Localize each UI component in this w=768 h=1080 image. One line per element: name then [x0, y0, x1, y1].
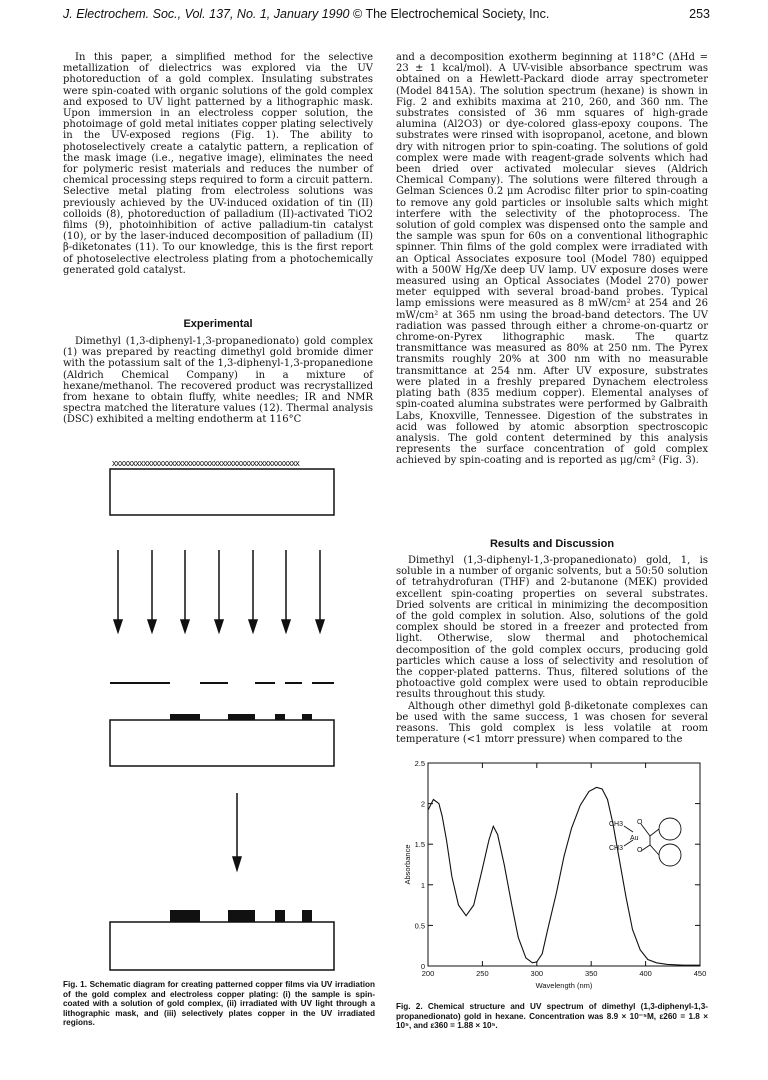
spectrum-line: [428, 787, 700, 965]
copyright: © The Electrochemical Society, Inc.: [353, 7, 550, 21]
bond-lower: [641, 845, 659, 855]
structure-label: O: [637, 847, 643, 854]
x-tick-label: 400: [639, 969, 652, 978]
y-tick-label: 0.5: [414, 921, 425, 931]
phenyl-ring-lower: [659, 844, 681, 866]
figure-2-caption: Fig. 2. Chemical structure and UV spectrum of dimethyl (1,3-diphenyl-1,3-propanedionato) gold in hexane. Concentration was 8.9 × 10⁻⁵M, ε260 = 1.8 × 10⁵, and ε360 = 1.88 × 10⁵.: [396, 1002, 708, 1031]
journal-name: J. Electrochem. Soc.: [63, 7, 178, 21]
phenyl-ring-upper: [659, 818, 681, 840]
y-tick-label: 0: [420, 962, 425, 971]
y-tick-label: 2: [420, 799, 425, 809]
structure-label: O: [637, 819, 643, 826]
x-tick-label: 350: [584, 969, 598, 978]
x-tick-label: 200: [421, 969, 435, 978]
structure-label: Au: [630, 835, 639, 842]
structure-label: CH3: [609, 845, 624, 852]
results-paragraph-1: Dimethyl (1,3-diphenyl-1,3-propanedionato) gold, 1, is soluble in a number of organic solvents, but a 50:50 solution of tetrahydrofuran (THF) and 2-butanone (MEK) provided excellent spin-coating properties on several substrates. Dried solvents are critical in minimizing the decomposition of the gold complex in solution. Also, solutions of the gold complex should be stored in a freezer and protected from light. Otherwise, slow thermal and photochemical decomposition of the gold complex occurs, producing gold particles which cause a loss of selectivity and resolution of the copper-plated patterns. Thus, filtered solutions of the photoactive gold complex were used to obtain reproducible results throughout this study.: [396, 555, 708, 701]
coating-marks: xxxxxxxxxxxxxxxxxxxxxxxxxxxxxxxxxxxxxxxxxxxxxxxx: [112, 458, 300, 468]
structure-labels: [609, 819, 643, 854]
y-tick-label: 1: [420, 880, 425, 890]
chemical-structure: [624, 818, 681, 866]
results-paragraph-2: Although other dimethyl gold β-diketonate complexes can be used with the same success, 1 was chosen for several reasons. This gold complex is less volatile at room temperature (<1 mtorr pressure) when compared to the: [396, 700, 708, 746]
experimental-paragraph: Dimethyl (1,3-diphenyl-1,3-propanedionato) gold complex (1) was prepared by reacting dimethyl gold bromide dimer with the potassium salt of the 1,3-diphenyl-1,3-propanedione (Aldrich Chemical Company) in a mixture of hexane/methanol. The recovered product was recrystallized from hexane to obtain fluffy, white needles; IR and NMR spectra matched the literature values (12). Thermal analysis (DSC) exhibited a melting endotherm at 116°C: [63, 336, 373, 426]
bond-upper: [641, 824, 659, 836]
figure-1-caption: Fig. 1. Schematic diagram for creating patterned copper films via UV irradiation of the gold complex and electroless copper plating: (i) the sample is spin-coated with a solution of gold complex, (ii) irradiated with UV light through a lithographic mask, and (iii) selectively plates copper in the UV irradiated regions.: [63, 980, 375, 1028]
running-header: J. Electrochem. Soc., Vol. 137, No. 1, January 1990 © The Electrochemical Society, Inc.: [63, 7, 550, 21]
intro-paragraph: In this paper, a simplified method for the selective metallization of dielectrics was explored via the UV photoreduction of a gold complex. Insulating substrates were spin-coated with organic solutions of the gold complex and exposed to UV light patterned by a lithographic mask. Upon immersion in an electroless copper solution, the photoimage of gold metal initiates copper plating selectively in the UV-exposed regions (Fig. 1). The ability to photoselectively create a catalytic pattern, a replication of the mask image (i.e., negative image), eliminates the need for polymeric resist materials and reduces the number of chemical processing steps required to form a circuit pattern. Selective metal plating from electroless solutions was previously achieved by the UV-induced oxidation of tin (II) colloids (8), photoreduction of palladium (II)-activated TiO2 films (9), photoinhibition of active palladium-tin catalyst (10), or by the laser-induced decomposition of palladium (II) β-diketonates (11). To our knowledge, this is the first report of photoselective electroless plating from a photochemically generated gold catalyst.: [63, 52, 373, 276]
plot-frame: [428, 763, 700, 966]
methods-paragraph: and a decomposition exotherm beginning at 118°C (ΔHd = 23 ± 1 kcal/mol). A UV-visible absorbance spectrum was obtained on a Hewlett-Packard diode array spectrometer (Model 8415A). The solution spectrum (hexane) is shown in Fig. 2 and exhibits maxima at 210, 260, and 360 nm. The substrates consisted of 36 mm squares of high-grade alumina (Al2O3) or dye-colored glass-epoxy coupons. The substrates were rinsed with isopropanol, acetone, and blown dry with nitrogen prior to spin-coating. The solutions of gold complex were made with reagent-grade solvents which had been dried over activated molecular sieves (Aldrich Chemical Company). The solutions were filtered through a Gelman Sciences 0.2 μm Acrodisc filter prior to spin-coating to remove any gold particles or insoluble salts which might interfere with the selectivity of the photoprocess. The solution of gold complex was dispensed onto the sample and the sample was spun for 60s on a conventional lithographic spinner. Thin films of the gold complex were irradiated with an Optical Associates exposure tool (Model 780) equipped with a 500W Hg/Xe deep UV lamp. UV exposure doses were measured using an Optical Associates (Model 270) power meter equipped with several broad-band probes. Typical lamp emissions were measured as 8 mW/cm² at 254 and 26 mW/cm² at 365 nm using the broad-band detectors. The UV radiation was passed through either a chrome-on-quartz or chrome-on-Pyrex lithographic mask. The quartz transmittance was measured as 80% at 250 nm. The Pyrex transmits roughly 20% at 300 nm with no measurable transmittance at 254 nm. After UV exposure, substrates were plated in a freshly prepared Dynachem electroless plating bath (835 medium copper). Elemental analyses of spin-coated alumina substrates were performed by Galbraith Labs, Knoxville, Tennessee. Digestion of the substrates in acid was followed by atomic absorption spectroscopic analysis. The gold content determined by this analysis represents the surface concentration of gold complex achieved by spin-coating and is reported as μg/cm² (Fig. 3).: [396, 52, 708, 467]
y-tick-label: 2.5: [414, 759, 425, 768]
x-tick-label: 300: [530, 969, 544, 978]
x-tick-label: 250: [476, 969, 489, 978]
experimental-heading: Experimental: [183, 318, 253, 330]
x-tick-label: 450: [693, 969, 707, 978]
y-axis-label: Absorbance: [403, 844, 412, 885]
page-number: 253: [689, 7, 710, 21]
y-tick-label: 1.5: [414, 840, 425, 850]
results-heading: Results and Discussion: [489, 538, 615, 550]
bond-me1: [624, 826, 633, 832]
structure-label: CH3: [609, 821, 624, 828]
journal-volume: Vol. 137, No. 1, January 1990: [184, 7, 350, 21]
x-axis-label: Wavelength (nm): [535, 981, 593, 990]
